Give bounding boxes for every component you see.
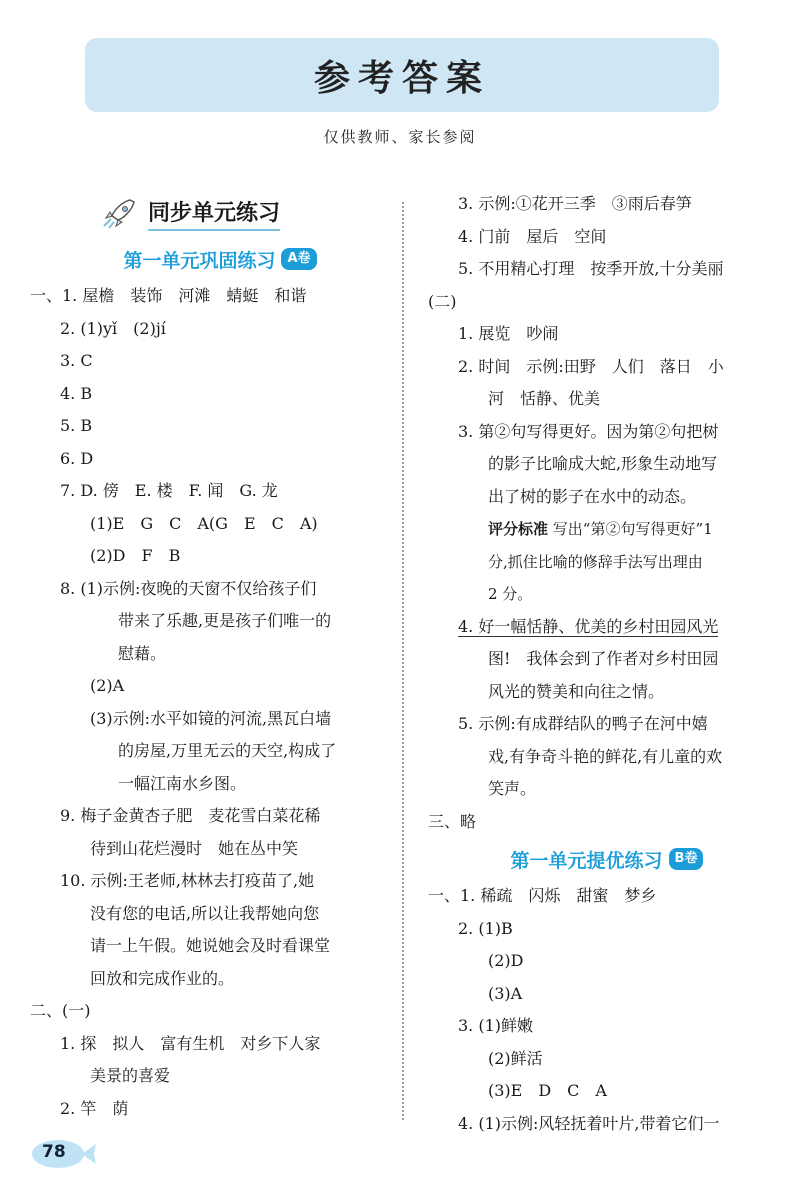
answer-line: 河 恬静、优美 <box>488 389 601 408</box>
answer-line: 图! 我体会到了作者对乡村田园 <box>488 649 719 668</box>
unit-a-header <box>30 238 410 280</box>
unit-b-title: 第一单元提优练习 <box>510 849 663 872</box>
answer-line: (3)E D C A <box>488 1081 607 1100</box>
left-column <box>30 188 410 1125</box>
scoring-note-line: 2 分。 <box>488 585 533 603</box>
answer-line: 2. (1)B <box>458 918 513 938</box>
unit-b-badge: B卷 <box>669 848 704 870</box>
answer-line: (2)A <box>90 676 125 695</box>
answer-line: 二、(一) <box>30 1001 91 1020</box>
answer-line: 2. (1)yǐ (2)jí <box>60 318 166 338</box>
unit-b-header <box>428 838 786 880</box>
answer-line: 一、1. 屋檐 装饰 河滩 蜻蜓 和谐 <box>30 286 307 305</box>
answer-line: 1. 展览 吵闹 <box>458 324 559 343</box>
answer-line: (2)D <box>488 951 524 970</box>
answer-line: 10. 示例:王老师,林林去打疫苗了,她 <box>60 871 315 890</box>
header-banner <box>85 38 719 112</box>
answer-line: 4. 门前 屋后 空间 <box>458 226 607 246</box>
answer-line: 出了树的影子在水中的动态。 <box>488 486 697 506</box>
answer-line: (2)D F B <box>90 546 181 565</box>
answer-line: 的影子比喻成大蛇,形象生动地写 <box>488 454 718 473</box>
answer-line: 慰藉。 <box>118 643 167 663</box>
section-title: 同步单元练习 <box>148 196 280 231</box>
scoring-note-label: 评分标准 <box>488 520 549 538</box>
answer-line: (1)E G C A(G E C A) <box>90 513 318 533</box>
answer-line: (3)示例:水平如镜的河流,黑瓦白墙 <box>90 708 332 728</box>
section-header <box>100 188 410 238</box>
answer-line: 4. B <box>60 383 93 403</box>
answer-line: 风光的赞美和向往之情。 <box>488 681 665 701</box>
answer-line: 一、1. 稀疏 闪烁 甜蜜 梦乡 <box>428 886 657 905</box>
answer-line: 回放和完成作业的。 <box>90 968 235 988</box>
unit-a-title: 第一单元巩固练习 <box>123 249 276 272</box>
rocket-icon <box>100 196 142 230</box>
answer-line: 1. 探 拟人 富有生机 对乡下人家 <box>60 1033 321 1053</box>
answer-line: 带来了乐趣,更是孩子们唯一的 <box>118 611 332 630</box>
answer-line: 8. (1)示例:夜晚的天窗不仅给孩子们 <box>60 578 317 598</box>
page-title: 参考答案 <box>313 57 490 99</box>
page-number: 78 <box>42 1142 66 1162</box>
answer-line: 7. D. 傍 E. 楼 F. 闻 G. 龙 <box>60 481 278 500</box>
page-subtitle: 仅供教师、家长参阅 <box>323 128 477 146</box>
answer-line: 9. 梅子金黄杏子肥 麦花雪白菜花稀 <box>60 806 321 825</box>
answer-line: 一幅江南水乡图。 <box>118 773 247 793</box>
answer-line: 美景的喜爱 <box>90 1066 171 1085</box>
answer-line: (3)A <box>488 983 523 1003</box>
answer-line: 6. D <box>60 448 94 468</box>
right-column <box>428 188 786 1140</box>
scoring-note-text: 写出“第②句写得更好”1 <box>552 520 713 538</box>
answer-line: 5. 示例:有成群结队的鸭子在河中嬉 <box>458 714 708 733</box>
answer-line: 笑声。 <box>488 779 537 798</box>
answer-line <box>428 611 786 644</box>
answer-line: 5. B <box>60 416 93 435</box>
answer-line: 3. 示例:①花开三季 ③雨后春笋 <box>458 194 692 213</box>
answer-line: 3. (1)鲜嫩 <box>458 1016 534 1035</box>
answer-line: 3. 第②句写得更好。因为第②句把树 <box>458 421 719 441</box>
answer-line: 2. 竿 荫 <box>60 1098 129 1118</box>
scoring-note <box>428 513 786 546</box>
underlined-answer: 4. 好一幅恬静、优美的乡村田园风光 <box>458 616 719 636</box>
answer-line: 5. 不用精心打理 按季开放,十分美丽 <box>458 259 724 278</box>
answer-line: (二) <box>428 291 457 311</box>
answer-line: 待到山花烂漫时 她在丛中笑 <box>90 838 299 858</box>
unit-a-badge: A卷 <box>281 248 316 270</box>
answer-line: 请一上午假。她说她会及时看课堂 <box>90 936 331 955</box>
scoring-note-line: 分,抓住比喻的修辞手法写出理由 <box>488 552 703 571</box>
answer-line: 4. (1)示例:风轻抚着叶片,带着它们一 <box>458 1113 720 1133</box>
answer-line: 没有您的电话,所以让我帮她向您 <box>90 903 320 923</box>
answer-line: 3. C <box>60 351 93 370</box>
answer-line: 的房屋,万里无云的天空,构成了 <box>118 741 337 760</box>
answer-line: (2)鲜活 <box>488 1048 543 1068</box>
answer-line: 2. 时间 示例:田野 人们 落日 小 <box>458 356 724 376</box>
answer-line: 三、略 <box>428 811 477 831</box>
page-number-badge <box>28 1136 98 1172</box>
answer-line: 戏,有争奇斗艳的鲜花,有儿童的欢 <box>488 746 723 766</box>
